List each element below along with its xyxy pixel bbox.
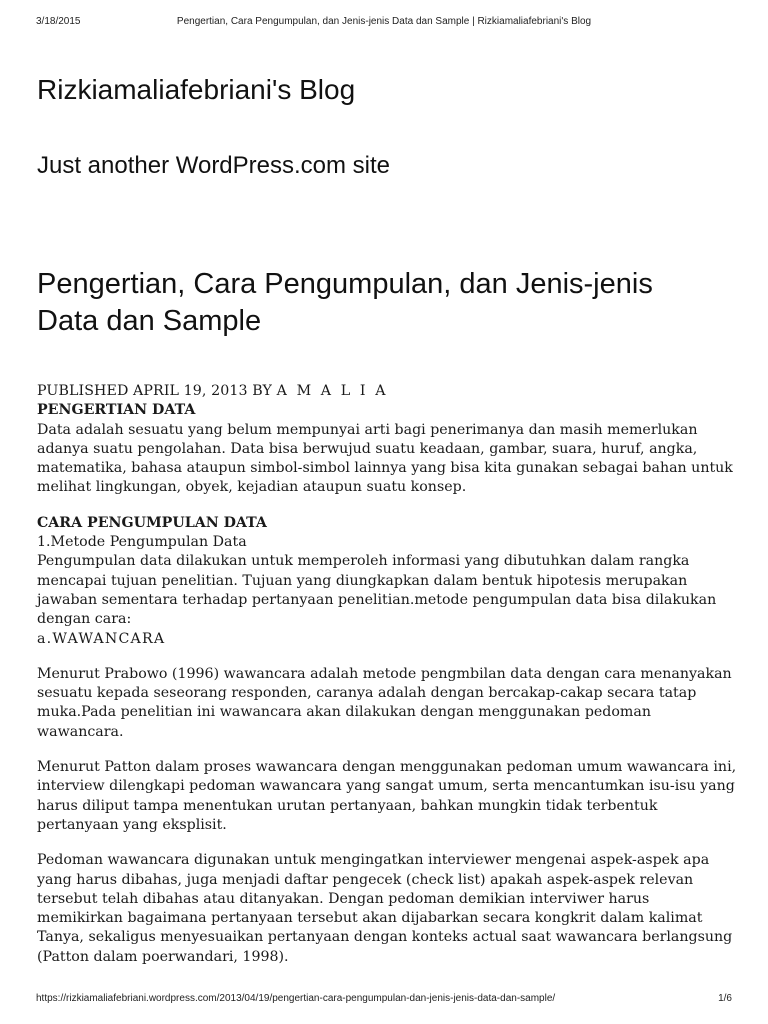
print-date: 3/18/2015 (36, 16, 81, 27)
site-title-link[interactable]: Rizkiamaliafebriani's Blog (37, 74, 356, 105)
paragraph-prabowo: Menurut Prabowo (1996) wawancara adalah metode pengmbilan data dengan cara menanyakan sesuatu kepada seseorang responden, caranya adalah dengan bercakap-cakap secara tatap muka.Pada penelitian ini wawancara akan dilakukan dengan menggunakan pedoman wawancara. (37, 665, 732, 740)
paragraph-metode: Pengumpulan data dilakukan untuk memperoleh informasi yang dibutuhkan dalam rangka mencapai tujuan penelitian. Tujuan yang diungkapkan dalam bentuk hipotesis merupakan jawaban sementara terhadap pertanyaan penelitian.metode pengumpulan data bisa dilakukan dengan cara: (37, 553, 717, 628)
post-meta (37, 382, 737, 401)
paragraph-patton: Menurut Patton dalam proses wawancara dengan menggunakan pedoman umum wawancara ini, interview dilengkapi pedoman wawancara yang sangat umum, serta mencantumkan isu-isu yang harus diliput tampa menentukan urutan pertanyaan, bahkan mungkin tidak terbentuk pertanyaan yang eksplisit. (37, 759, 737, 833)
print-header (36, 16, 732, 30)
site-tagline: Just another WordPress.com site (37, 152, 391, 179)
heading-cara-pengumpulan: CARA PENGUMPULAN DATA (37, 514, 267, 531)
post-title: Pengertian, Cara Pengumpulan, dan Jenis-jenis Data dan Sample (37, 268, 653, 337)
paragraph-pengertian-data: Data adalah sesuatu yang belum mempunyai arti bagi penerimanya dan masih memerlukan adanya suatu pengolahan. Data bisa berwujud suatu keadaan, gambar, suara, huruf, angka, matematika, bahasa ataupun simbol-simbol lainnya yang bisa kita gunakan sebagai bahan untuk melihat lingkungan, obyek, kejadian ataupun suatu konsep. (37, 421, 733, 496)
heading-pengertian-data: PENGERTIAN DATA (37, 402, 196, 419)
by-label: BY (247, 383, 277, 399)
subheading-wawancara: a.WAWANCARA (37, 630, 166, 647)
paragraph-pedoman: Pedoman wawancara digunakan untuk mengingatkan interviewer mengenai aspek-aspek apa yang harus dibahas, juga menjadi daftar pengecek (check list) apakah aspek-aspek relevan tersebut telah dibahas atau ditanyakan. Dengan pedoman demikian interviwer harus memikirkan bagaimana pertanyaan tersebut akan dijabarkan secara kongkrit dalam kalimat Tanya, sekaligus menyesuaikan pertanyaan dengan konteks actual saat wawancara berlangsung (Patton dalam poerwandari, 1998). (37, 852, 733, 965)
print-url: https://rizkiamaliafebriani.wordpress.com/2013/04/19/pengertian-cara-pengumpulan-dan-jenis-jenis-data-dan-sample/ (36, 993, 556, 1004)
post-date-link[interactable]: APRIL 19, 2013 (133, 383, 248, 399)
print-footer (36, 993, 732, 1007)
author-link[interactable]: A M A L I A (276, 383, 389, 399)
published-label: PUBLISHED (37, 383, 134, 399)
print-page-number: 1/6 (718, 993, 732, 1004)
post-content (37, 382, 737, 967)
print-page-title: Pengertian, Cara Pengumpulan, dan Jenis-jenis Data dan Sample | Rizkiamaliafebriani's Blog (176, 16, 592, 27)
subheading-metode: 1.Metode Pengumpulan Data (37, 534, 247, 551)
